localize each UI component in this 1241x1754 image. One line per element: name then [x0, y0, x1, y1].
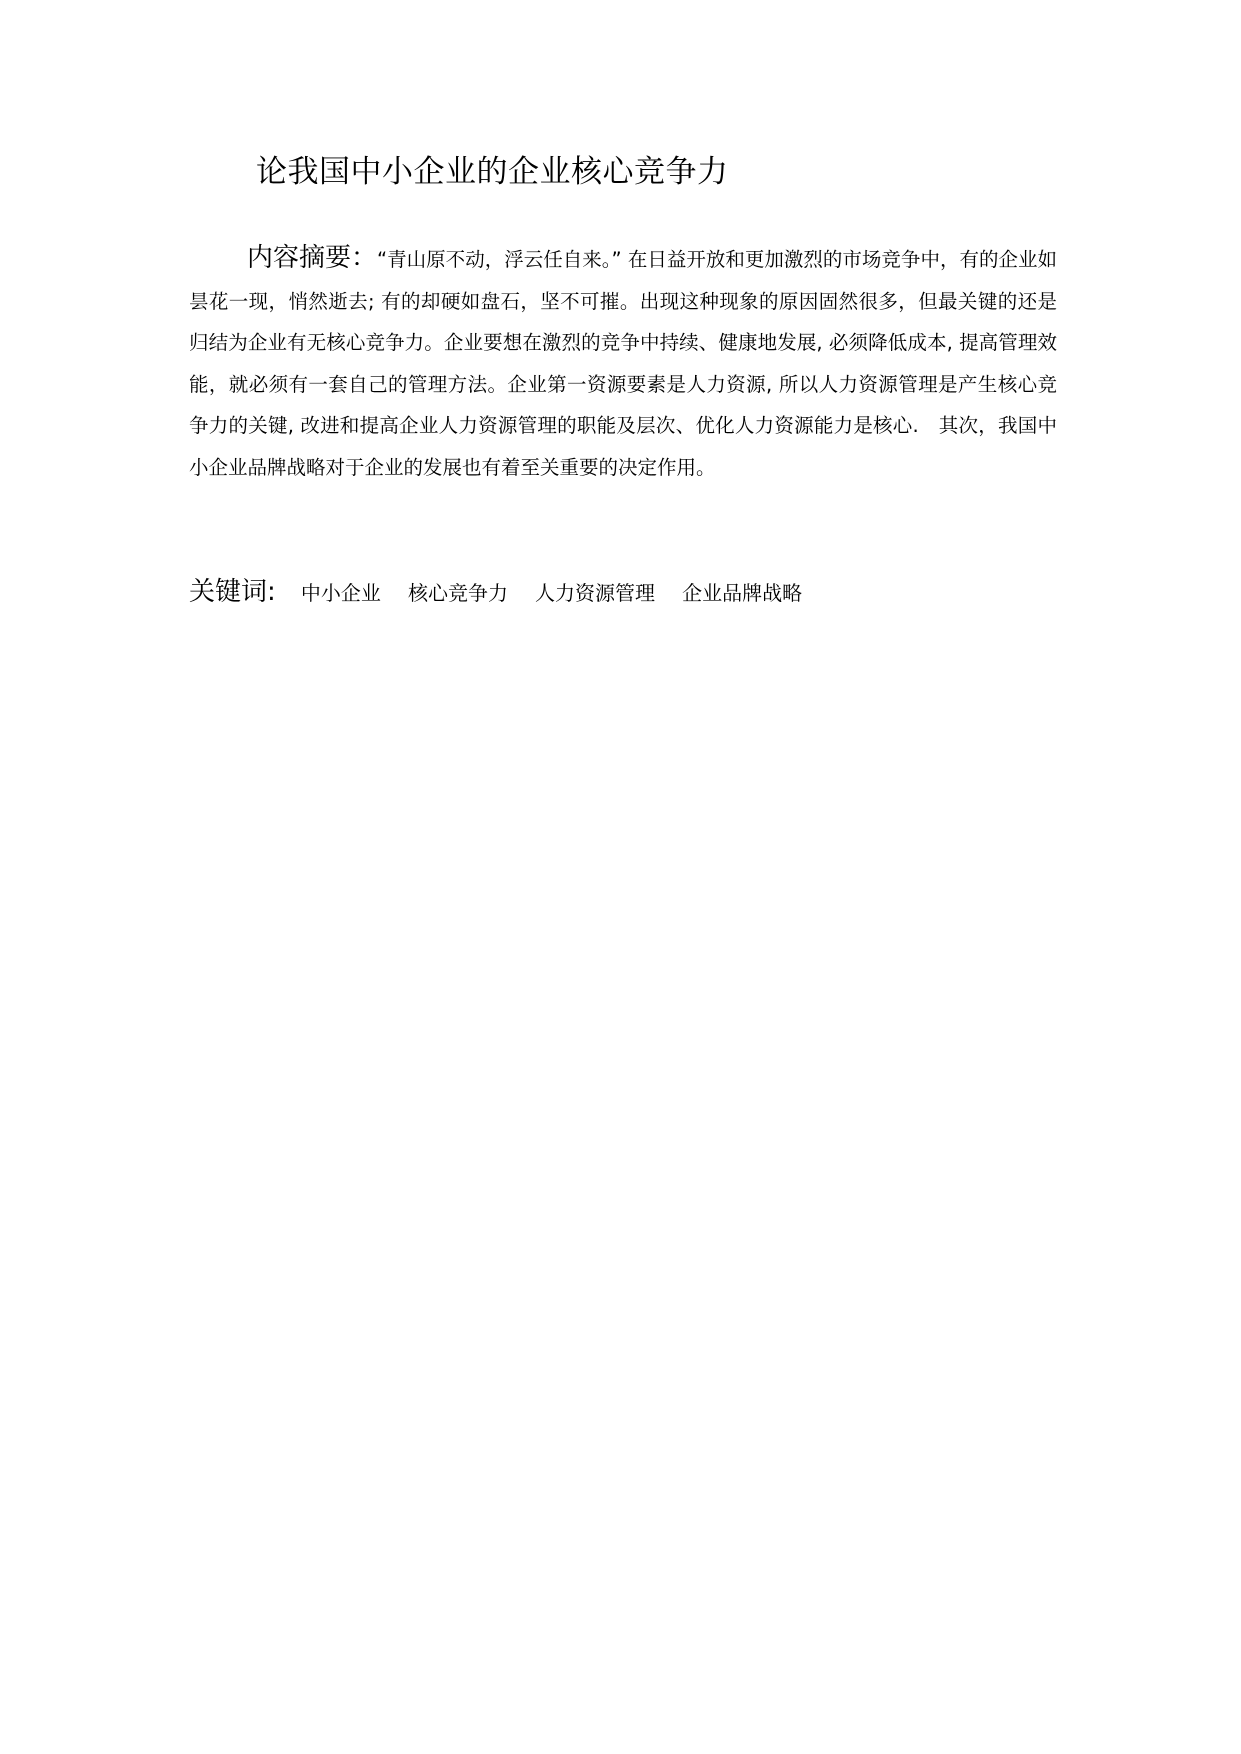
keyword-item: 人力资源管理: [535, 581, 656, 605]
keyword-item: 企业品牌战略: [682, 581, 803, 605]
keyword-item: 核心竞争力: [407, 581, 508, 605]
abstract-label: 内容摘要：: [247, 243, 378, 273]
keywords-line: [189, 572, 824, 615]
abstract-paragraph: [189, 238, 1057, 488]
paper-title: 论我国中小企业的企业核心竞争力: [256, 154, 729, 190]
keyword-item: 中小企业: [300, 581, 381, 605]
abstract-text: “青山原不动，浮云任自来。” 在日益开放和更加激烈的市场竞争中，有的企业如昙花一现，悄然逝去; 有的却硬如盘石，坚不可摧。出现这种现象的原因固然很多，但最关键的还是归结为企业有无核心竞争力。企业要想在激烈的竞争中持续、健康地发展, 必须降低成本, 提高管理效能，就必须有一套自己的管理方法。企业第一资源要素是人力资源, 所以人力资源管理是产生核心竞争力的关键, 改进和提高企业人力资源管理的职能及层次、优化人力资源能力是核心. 其次，我国中小企业品牌战略对于企业的发展也有着至关重要的决定作用。: [189, 248, 1057, 479]
keywords-label: 关键词:: [189, 577, 276, 607]
